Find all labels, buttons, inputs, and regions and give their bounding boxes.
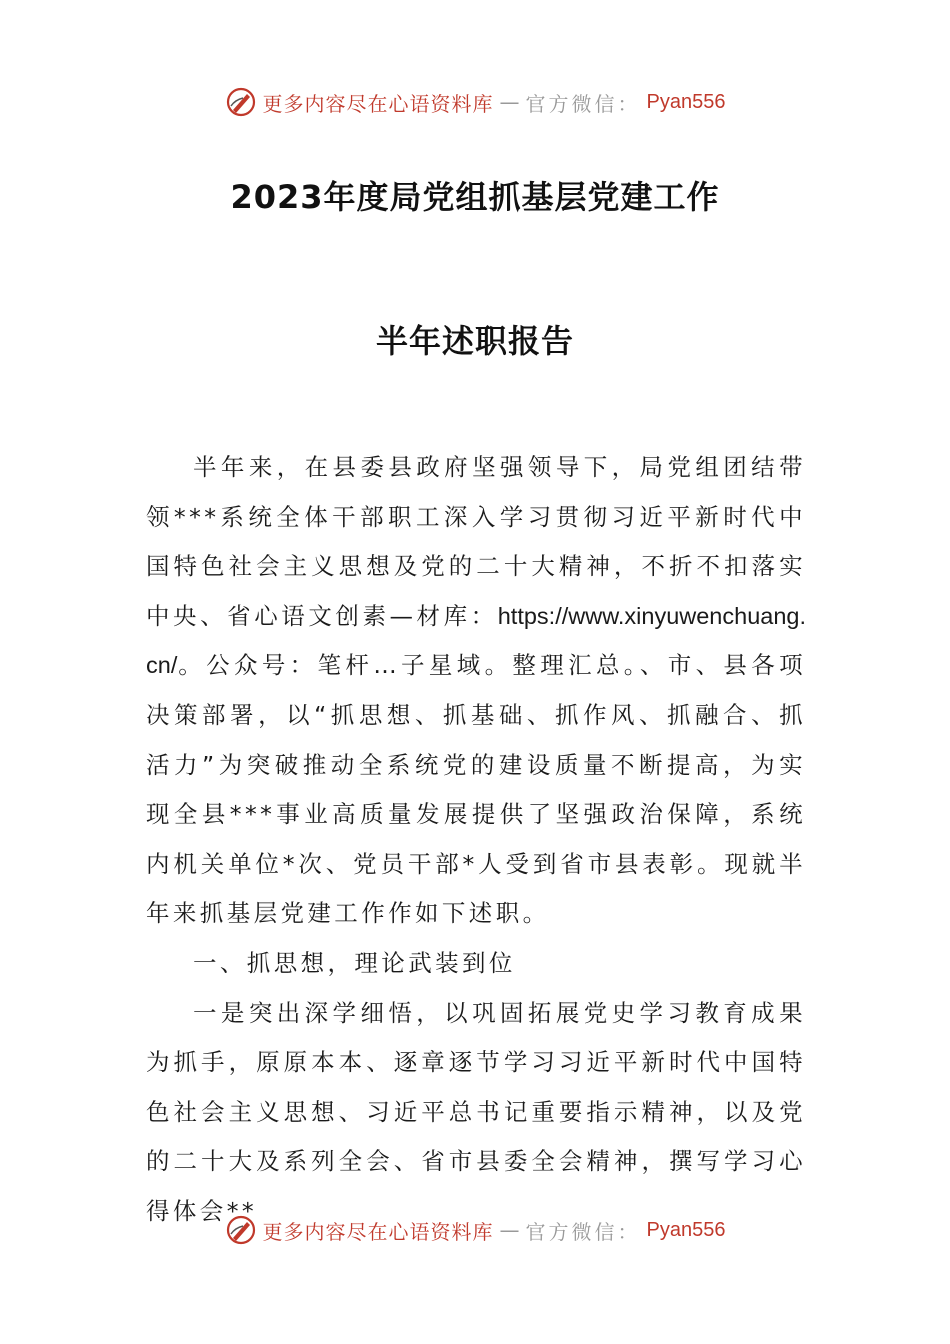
- header-watermark: [0, 82, 950, 122]
- watermark-wechat-id: Pyan556: [646, 1218, 726, 1241]
- watermark-brand: 更多内容尽在心语资料库: [262, 1219, 494, 1244]
- pen-logo-icon: [225, 1214, 257, 1246]
- document-body: [146, 443, 806, 1237]
- document-title-line2: 半年述职报告: [375, 322, 574, 360]
- paragraph-section1-point1: 一是突出深学细悟，以巩固拓展党史学习教育成果为抓手，原原本本、逐章逐节学习习近平新时代中国特色社会主义思想、习近平总书记重要指示精神，以及党的二十大及系列全会、省市县委全会精神，撰写学习心得体会**: [146, 998, 806, 1225]
- watermark-wechat-id: Pyan556: [646, 90, 726, 113]
- intro-text-part2: 。公众号：笔杆…子星域。整理汇总。、市、县各项决策部署，以“抓思想、抓基础、抓作风、抓融合、抓活力”为突破推动全系统党的建设质量不断提高，为实现全县***事业高质量发展提供了坚强政治保障，系统内机关单位*次、党员干部*人受到省市县表彰。现就半年来抓基层党建工作作如下述职。: [146, 651, 806, 928]
- document-title-line1: 2023年度局党组抓基层党建工作: [230, 178, 720, 216]
- watermark-dash: —: [499, 1218, 520, 1242]
- watermark-dash: —: [499, 90, 520, 114]
- intro-text-part1: 半年来，在县委县政府坚强领导下，局党组团结带领***系统全体干部职工深入学习贯彻习近平新时代中国特色社会主义思想及党的二十大精神，不折不扣落实中央、省心语文创素—材库：: [146, 453, 806, 630]
- footer-watermark: [0, 1210, 950, 1250]
- pen-logo-icon: [225, 86, 257, 118]
- watermark-official: 官方微信：: [525, 91, 641, 116]
- intro-url: https://www.xinyuwenchuang.cn/: [146, 602, 806, 679]
- watermark-brand: 更多内容尽在心语资料库: [262, 91, 494, 116]
- section-heading-1: 一、抓思想，理论武装到位: [193, 948, 516, 977]
- watermark-official: 官方微信：: [525, 1219, 641, 1244]
- paragraph-intro: [146, 443, 806, 939]
